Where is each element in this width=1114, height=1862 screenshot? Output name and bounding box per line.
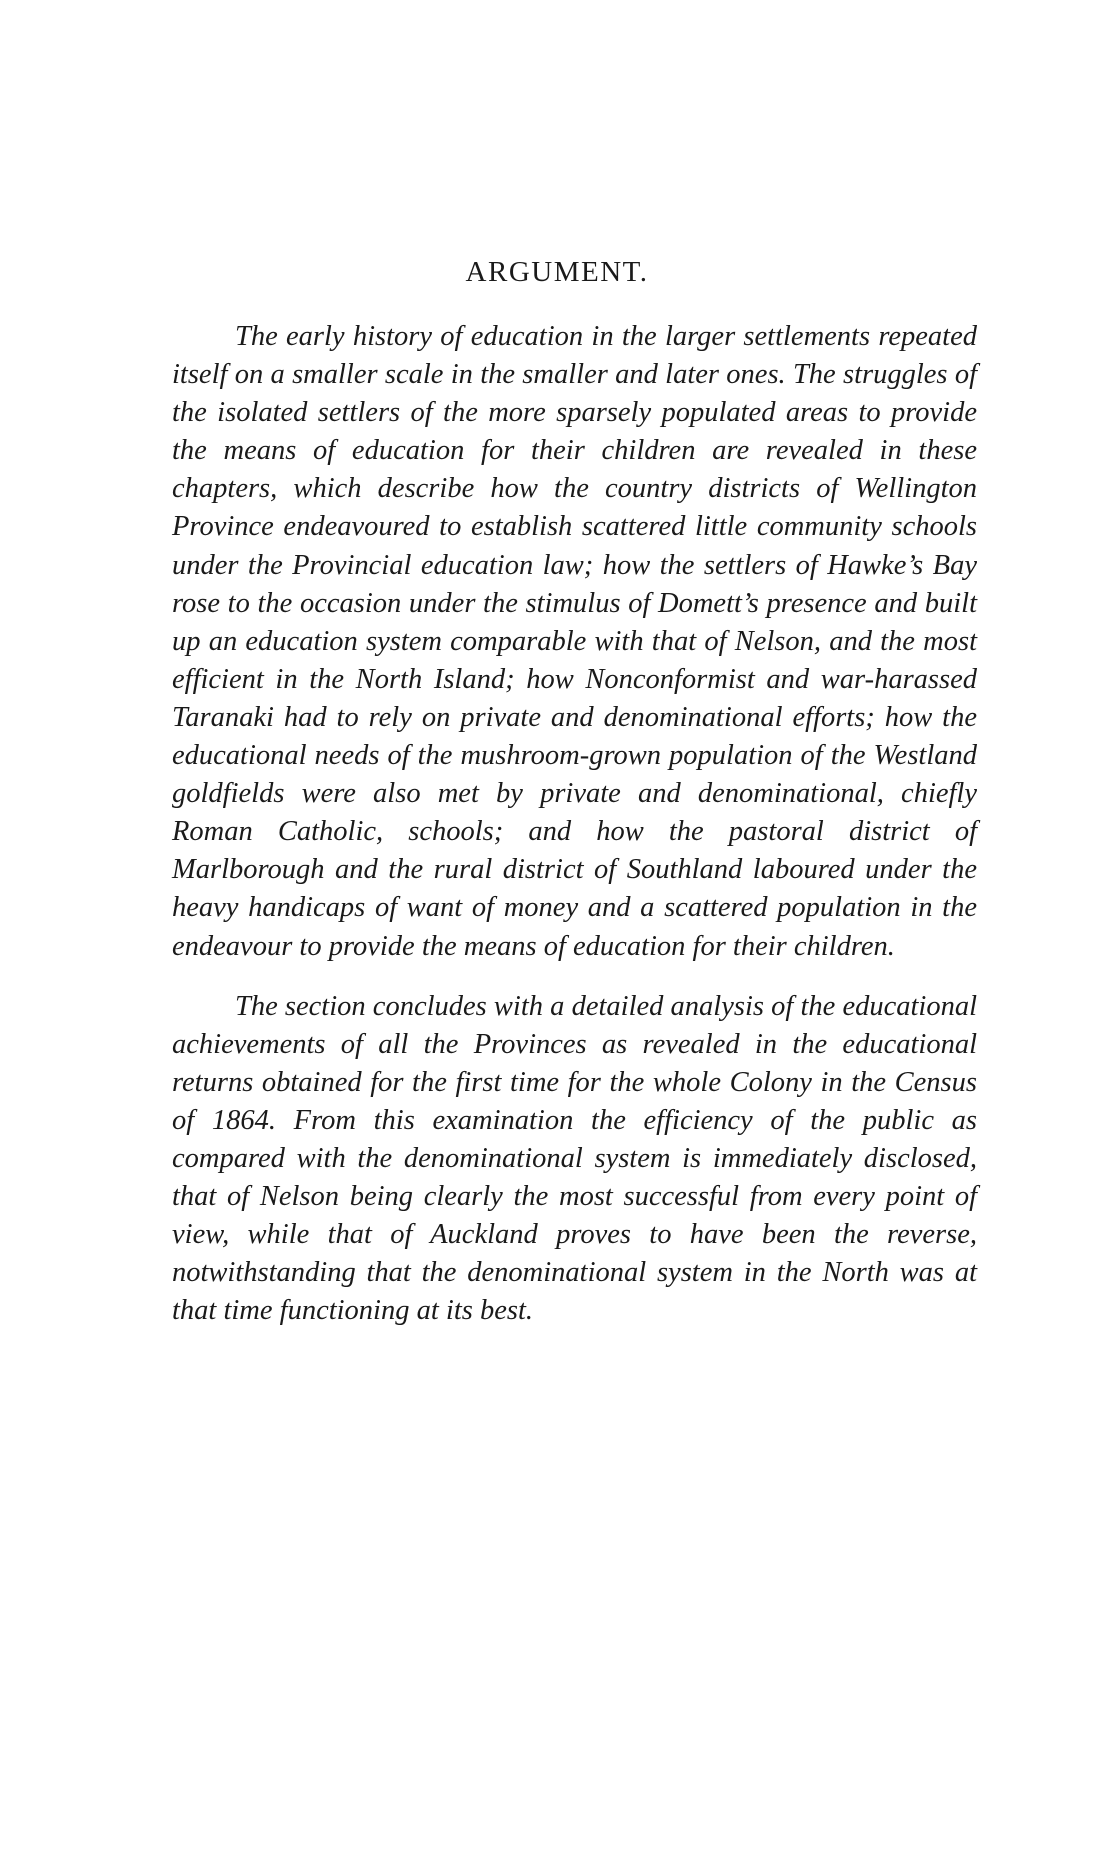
argument-text	[172, 318, 977, 1330]
paragraph-1: The early history of education in the larger settlements repeated itself on a smaller scale in the smaller and later ones. The struggles of the isolated settlers of the more sparsely populated areas to provide the means of education for their children are revealed in these chapters, which describe how the country districts of Wellington Province endeavoured to establish scattered little community schools under the Provincial education law; how the settlers of Hawke’s Bay rose to the occasion under the stimulus of Domett’s presence and built up an education system comparable with that of Nelson, and the most efficient in the North Island; how Nonconformist and war-harassed Taranaki had to rely on private and denominational efforts; how the educational needs of the mushroom-grown population of the Westland goldfields were also met by private and denominational, chiefly Roman Catholic, schools; and how the pastoral district of Marlborough and the rural district of Southland laboured under the heavy handicaps of want of money and a scattered population in the endeavour to provide the means of education for their children.	[172, 321, 977, 962]
paragraph-2: The section concludes with a detailed analysis of the educational achievements of all the Provinces as revealed in the educational returns obtained for the first time for the whole Colony in the Census of 1864. From this examination the efficiency of the public as compared with the denominational system is immediately disclosed, that of Nelson being clearly the most successful from every point of view, while that of Auckland proves to have been the reverse, notwithstanding that the denominational system in the North was at that time functioning at its best.	[172, 990, 977, 1327]
page-heading: ARGUMENT.	[465, 256, 649, 288]
